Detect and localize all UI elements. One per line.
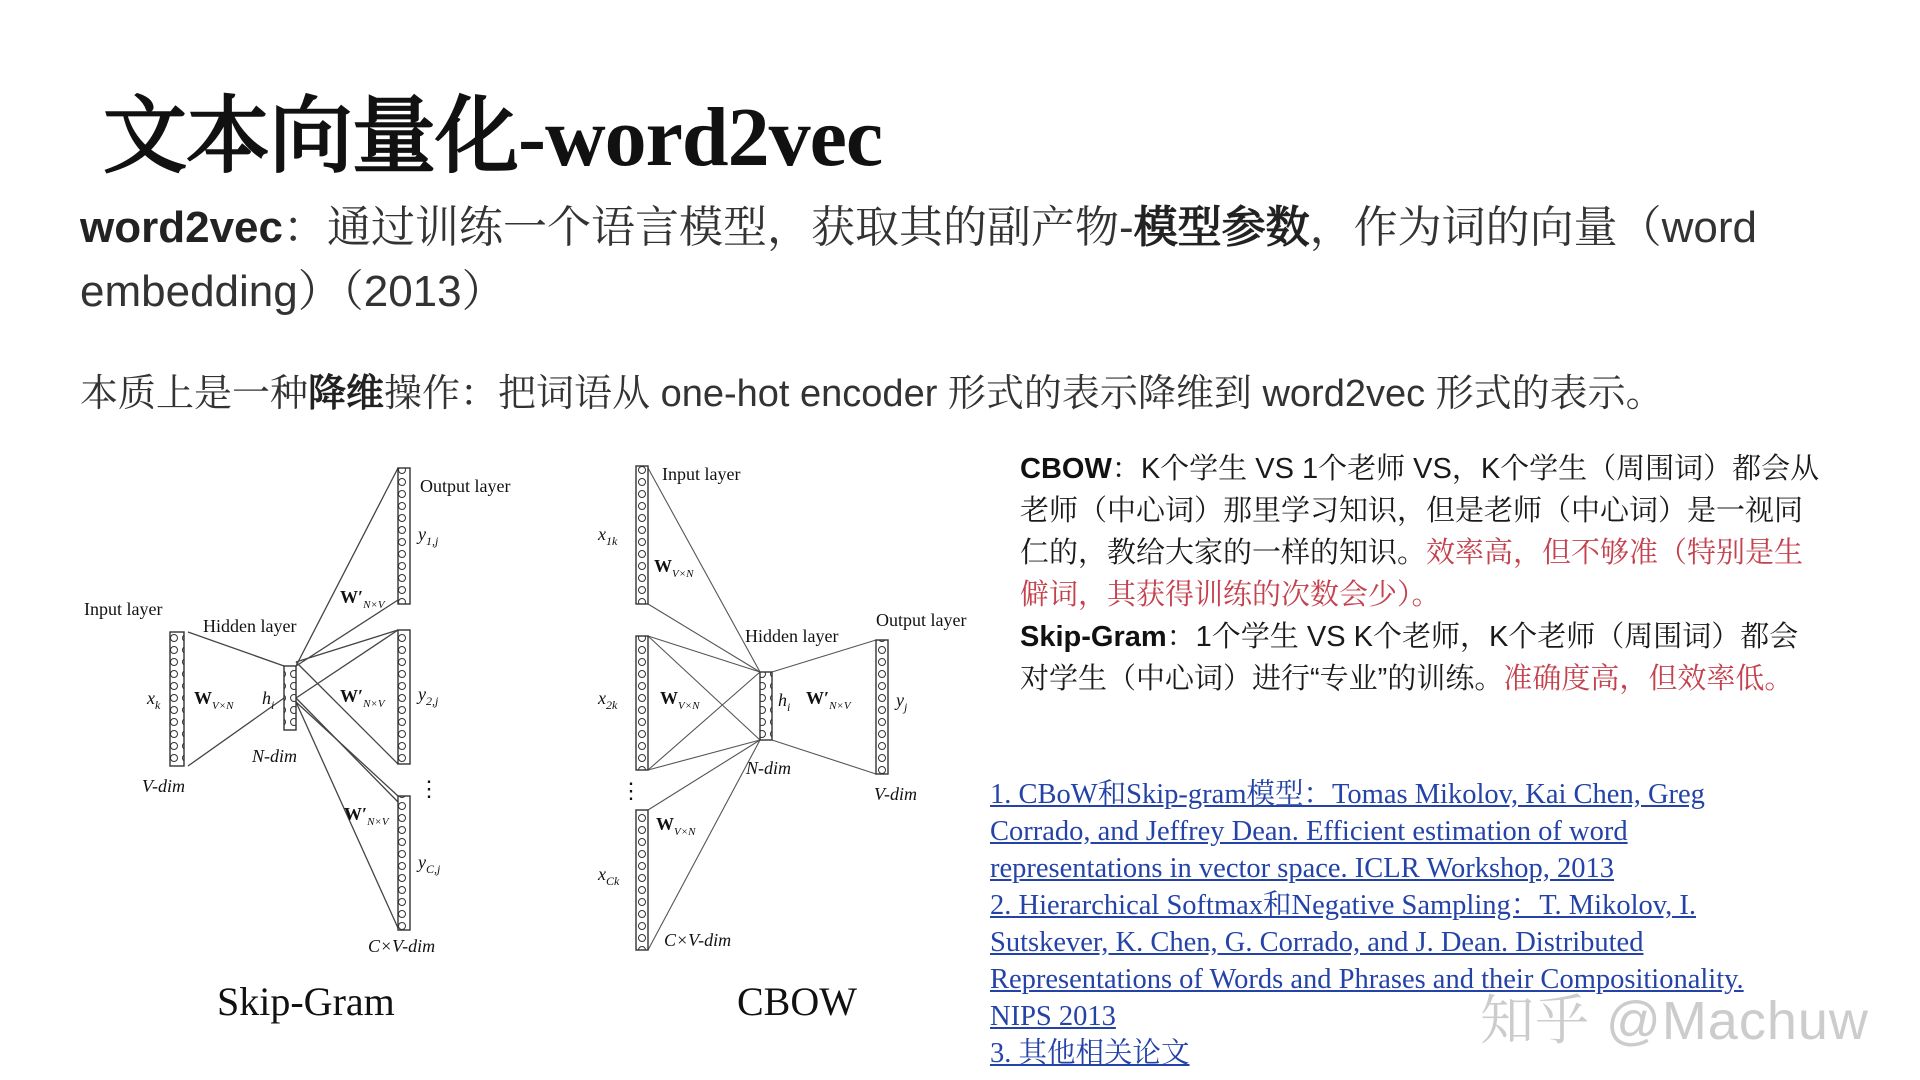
cbow-description: ：K个学生 VS 1个老师 VS，K个学生（周围词）都会从老师（中心词）那里学习知识，但是老师（中心词）是一视同仁的，教给大家的一样的知识。 [1020, 453, 1820, 569]
reference-link-1[interactable]: 1. CBoW和Skip-gram模型：Tomas Mikolov, Kai Chen, Greg Corrado, and Jeffrey Dean. Efficient estimation of word representations in vector space. ICLR Workshop, 2013 [990, 779, 1705, 884]
reference-link-3[interactable]: 3. 其他相关论文 [990, 1038, 1190, 1069]
cbow-n-dim-label: N-dim [746, 758, 791, 778]
skipgram-description: ：1个学生 VS K个老师，K个老师（周围词）都会对学生（中心词）进行“专业”的训练。 [1020, 621, 1799, 695]
essence-text-1: 本质上是一种 [80, 373, 309, 415]
cbow-output-layer-label: Output layer [876, 610, 967, 630]
skipgram-w-in-label: $W_{V\times N}$ [194, 688, 234, 712]
cbow-caption: CBOW [737, 979, 857, 1024]
cbow-cv-dim-label: C×V-dim [664, 930, 732, 950]
cbow-w-in-label-3: $W_{V\times N}$ [656, 814, 696, 838]
cbow-x2-label: $x_{2k}$ [598, 688, 618, 712]
skipgram-h-label: $h_i$ [262, 688, 275, 712]
skipgram-input-layer-label: Input layer [84, 599, 163, 619]
skipgram-w-out-label-2: $W'_{N\times V}$ [340, 686, 385, 710]
cbow-hidden-layer-label: Hidden layer [745, 626, 839, 646]
skipgram-output-layer-label: Output layer [420, 476, 511, 496]
cbow-w-out-label: $W'_{N\times V}$ [806, 688, 851, 712]
skipgram-caption: Skip-Gram [217, 979, 395, 1024]
cbow-x1-label: $x_{1k}$ [598, 524, 618, 548]
skipgram-cv-dim-label: C×V-dim [368, 936, 436, 956]
definition-text-2: ，作为词的向量（word embedding）（2013） [80, 203, 1758, 316]
reference-item[interactable] [990, 776, 1750, 887]
definition-text-1: ：通过训练一个语言模型，获取其的副产物- [282, 203, 1134, 252]
skipgram-v-dim-label: V-dim [142, 776, 185, 796]
cbow-h-label: $h_i$ [778, 690, 791, 714]
skipgram-n-dim-label: N-dim [252, 746, 297, 766]
essence-bold: 降维 [308, 373, 385, 415]
cbow-tradeoff: 效率高，但不够准（特别是生僻词，其获得训练的次数会少）。 [1020, 537, 1804, 611]
word2vec-definition [80, 196, 1860, 324]
skipgram-yc-label: $y_{C,j}$ [418, 852, 441, 876]
skipgram-w-out-label-1: $W'_{N\times V}$ [340, 587, 385, 611]
essence-statement [80, 366, 1880, 422]
essence-text-2: 操作：把词语从 one-hot encoder 形式的表示降维到 word2vec 形式的表示。 [384, 373, 1664, 415]
skipgram-tradeoff: 准确度高，但效率低。 [1503, 663, 1794, 695]
model-comparison [1020, 448, 1820, 700]
skipgram-x-label: $x_k$ [147, 688, 161, 712]
watermark: 知乎 @Machuw [1480, 991, 1869, 1051]
skipgram-y2-label: $y_{2,j}$ [418, 684, 439, 708]
skipgram-y1-label: $y_{1,j}$ [418, 524, 439, 548]
cbow-w-in-label-1: $W_{V\times N}$ [654, 556, 694, 580]
cbow-w-in-label-2: $W_{V\times N}$ [660, 688, 700, 712]
reference-link-2[interactable]: 2. Hierarchical Softmax和Negative Sampling：T. Mikolov, I. Sutskever, K. Chen, G. Corrado, and J. Dean. Distributed Representations of Words and Phrases and their Compositionality. NIPS 2013 [990, 890, 1744, 1032]
skipgram-term: Skip-Gram [1020, 621, 1167, 653]
skipgram-w-out-label-3: $W'_{N\times V}$ [344, 804, 389, 828]
cbow-input-layer-label: Input layer [662, 464, 741, 484]
cbow-v-dim-label: V-dim [874, 784, 917, 804]
definition-bold: 模型参数 [1133, 203, 1310, 252]
slide-title: 文本向量化-word2vec [103, 91, 883, 184]
cbow-xc-label: $x_{Ck}$ [598, 864, 620, 888]
skipgram-diagram [84, 468, 510, 956]
cbow-term: CBOW [1020, 453, 1112, 485]
cbow-y-label: $y_j$ [896, 690, 908, 714]
definition-term: word2vec [80, 203, 283, 252]
cbow-diagram [597, 464, 966, 950]
cbow-ellipsis: ⋮ [620, 778, 642, 803]
skipgram-hidden-layer-label: Hidden layer [203, 616, 297, 636]
skipgram-ellipsis: ⋮ [418, 776, 440, 801]
